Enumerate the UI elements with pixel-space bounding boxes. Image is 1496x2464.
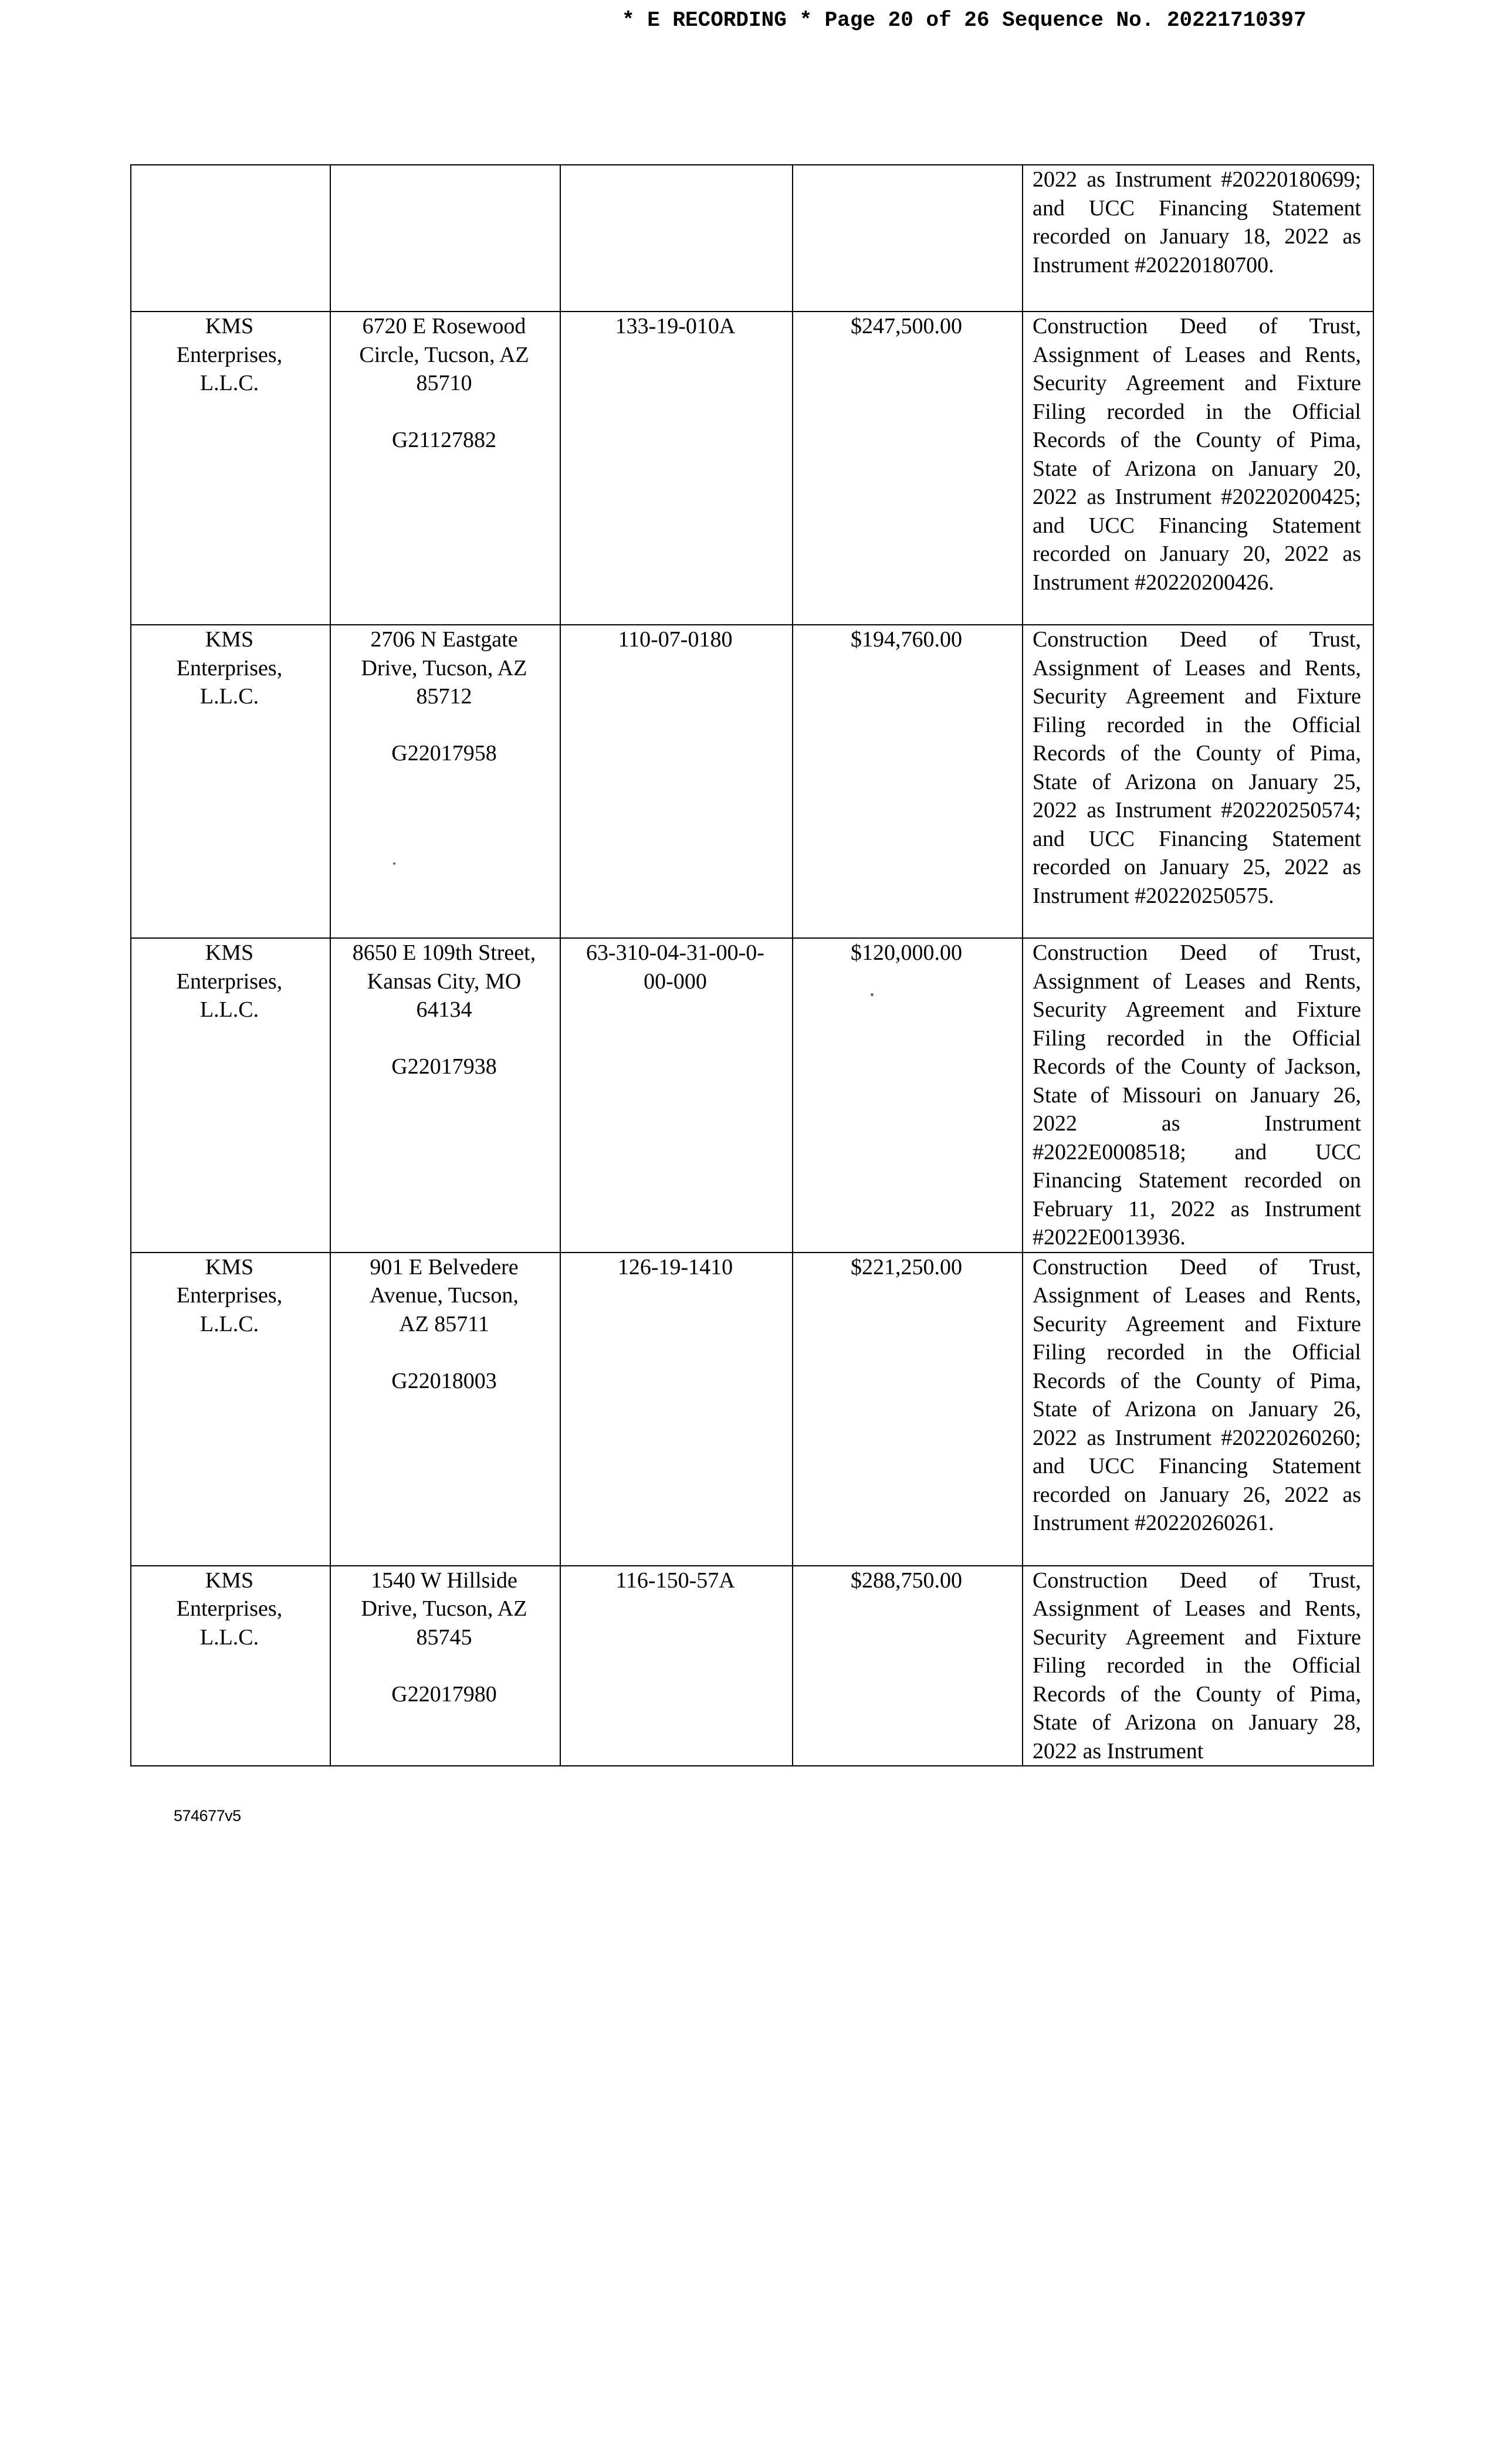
address-cell: 6720 E Rosewood Circle, Tucson, AZ 85710 G21127882 [330,312,560,625]
amount-cell: $288,750.00 [793,1566,1023,1766]
table-row [131,1253,1373,1566]
parcel-cell: 110-07-0180 [560,625,793,938]
address-cell: 901 E Belvedere Avenue, Tucson, AZ 85711 G22018003 [330,1253,560,1566]
recording-header: * E RECORDING * Page 20 of 26 Sequence No. 20221710397 [622,8,1307,32]
property-records-table [130,164,1374,1766]
scan-speck [393,862,395,865]
page-edge-mark [1491,0,1496,13]
table-row [131,1566,1373,1766]
description-cell: Construction Deed of Trust, Assignment of Leases and Rents, Security Agreement and Fixture Filing recorded in the Official Records of the County of Pima, State of Arizona on January 26, 2022 as Instrument #20220260260; and UCC Financing Statement recorded on January 26, 2022 as Instrument #20220260261. [1023,1253,1373,1566]
address-cell: 1540 W Hillside Drive, Tucson, AZ 85745 G22017980 [330,1566,560,1766]
parcel-cell: 133-19-010A [560,312,793,625]
description-cell: Construction Deed of Trust, Assignment of Leases and Rents, Security Agreement and Fixture Filing recorded in the Official Records of the County of Pima, State of Arizona on January 28, 2022 as Instrument [1023,1566,1373,1766]
description-cell: Construction Deed of Trust, Assignment of Leases and Rents, Security Agreement and Fixture Filing recorded in the Official Records of the County of Pima, State of Arizona on January 25, 2022 as Instrument #20220250574; and UCC Financing Statement recorded on January 25, 2022 as Instrument #20220250575. [1023,625,1373,938]
parcel-cell [560,165,793,312]
loan-number: G22018003 [391,1368,497,1393]
owner-cell: KMS Enterprises, L.L.C. [131,312,330,625]
loan-number: G22017980 [391,1681,497,1707]
amount-cell: $194,760.00 [793,625,1023,938]
table-row-continuation [131,165,1373,312]
amount-cell: $221,250.00 [793,1253,1023,1566]
owner-cell: KMS Enterprises, L.L.C. [131,938,330,1253]
description-cell: Construction Deed of Trust, Assignment of Leases and Rents, Security Agreement and Fixture Filing recorded in the Official Records of the County of Pima, State of Arizona on January 20, 2022 as Instrument #20220200425; and UCC Financing Statement recorded on January 20, 2022 as Instrument #20220200426. [1023,312,1373,625]
amount-cell: $247,500.00 [793,312,1023,625]
amount-cell: $120,000.00 [793,938,1023,1253]
address-cell [330,165,560,312]
owner-cell: KMS Enterprises, L.L.C. [131,625,330,938]
description-cell: 2022 as Instrument #20220180699; and UCC Financing Statement recorded on January 18, 2022 as Instrument #20220180700. [1023,165,1373,312]
parcel-cell: 63-310-04-31-00-0- 00-000 [560,938,793,1253]
address-cell: 8650 E 109th Street, Kansas City, MO 64134 G22017938 [330,938,560,1253]
document-id: 574677v5 [174,1807,241,1825]
description-cell: Construction Deed of Trust, Assignment of Leases and Rents, Security Agreement and Fixture Filing recorded in the Official Records of the County of Jackson, State of Missouri on January 26, 2022 as Instrument #2022E0008518; and UCC Financing Statement recorded on February 11, 2022 as Instrument #2022E0013936. [1023,938,1373,1253]
loan-number: G21127882 [391,428,497,452]
owner-cell: KMS Enterprises, L.L.C. [131,1253,330,1566]
owner-cell: KMS Enterprises, L.L.C. [131,1566,330,1766]
table-row [131,625,1373,938]
table-row [131,312,1373,625]
loan-number: G22017938 [391,1054,497,1079]
parcel-cell: 116-150-57A [560,1566,793,1766]
owner-cell [131,165,330,312]
address-cell: 2706 N Eastgate Drive, Tucson, AZ 85712 G22017958 [330,625,560,938]
parcel-cell: 126-19-1410 [560,1253,793,1566]
table-row [131,938,1373,1253]
amount-cell [793,165,1023,312]
scan-speck [871,993,874,996]
loan-number: G22017958 [391,741,497,766]
